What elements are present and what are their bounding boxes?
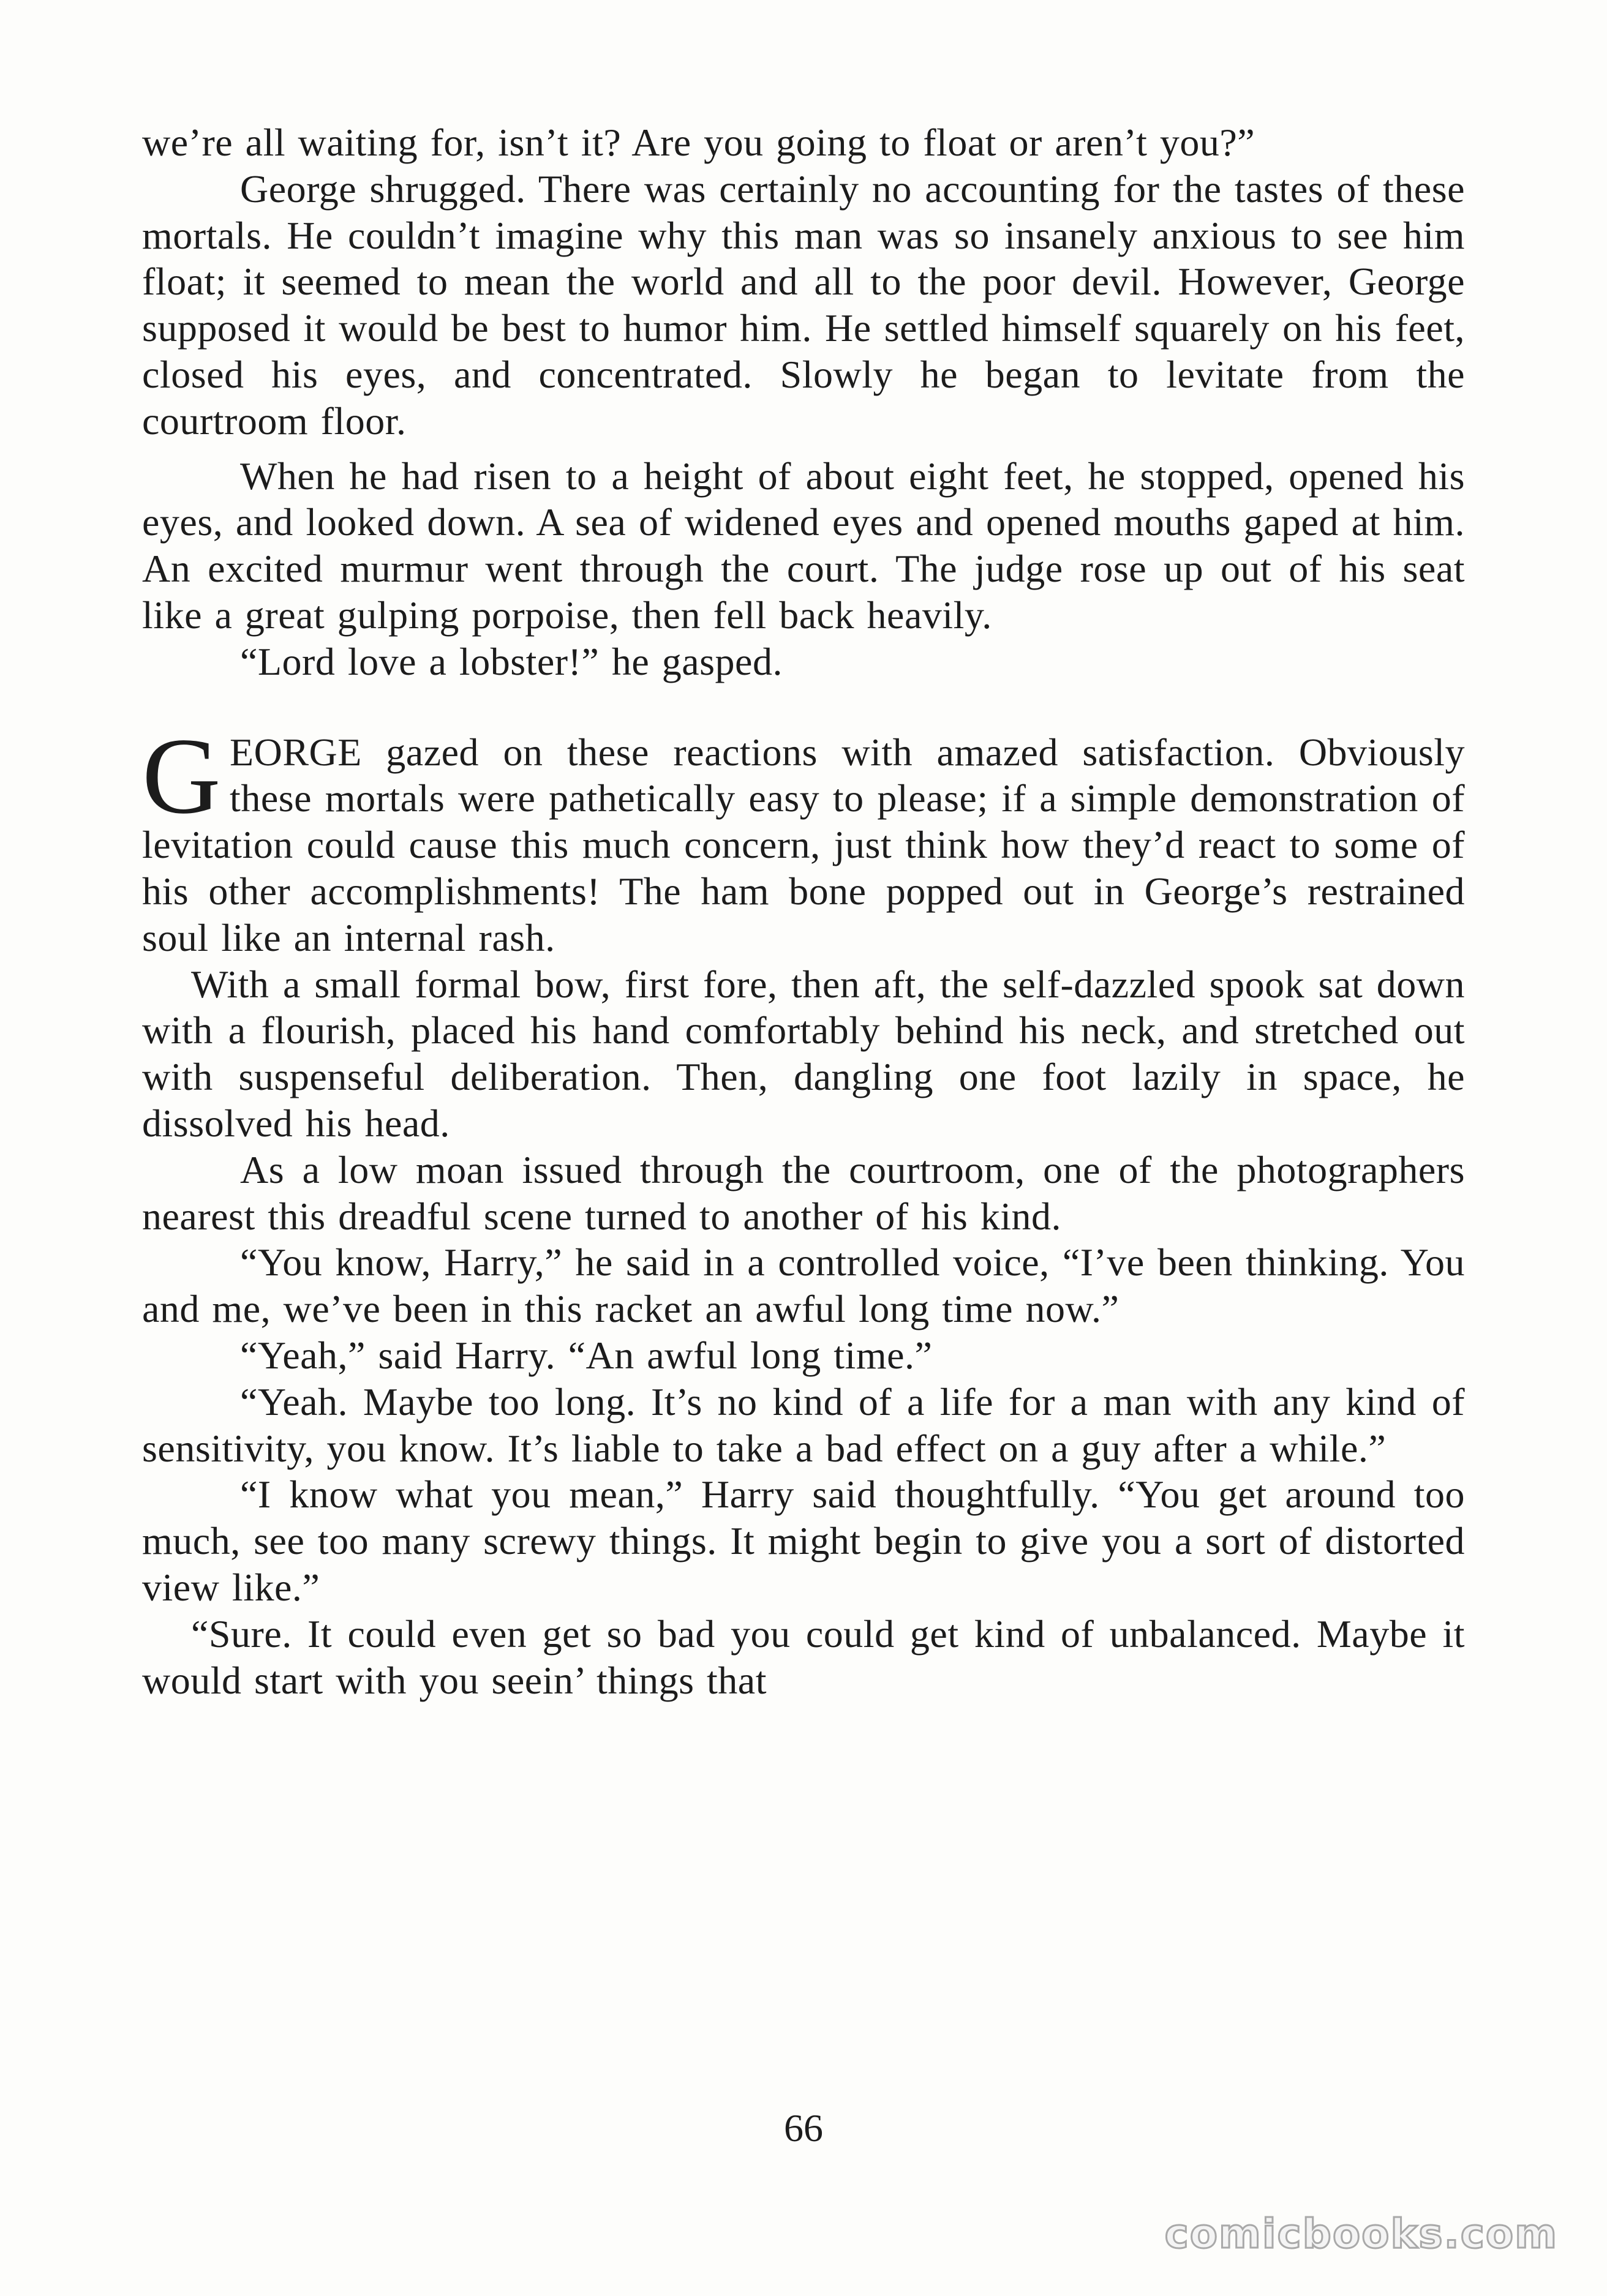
paragraph: “Yeah,” said Harry. “An awful long time.”	[240, 1333, 933, 1377]
paragraph: “Lord love a lobster!” he gasped.	[240, 639, 783, 683]
paragraph: When he had risen to a height of about eight feet, he stopped, opened his eyes, and looked down. A sea of widened eyes and opened mouths gaped at him. An excited murmur went through the court. The judge rose up out of his seat like a great gulping porpoise, then fell back heavily.	[142, 454, 1465, 637]
paragraph: “I know what you mean,” Harry said thoughtfully. “You get around too much, see too many screwy things. It might begin to give you a sort of distorted view like.”	[142, 1473, 1465, 1609]
watermark-logo: comicbooks.com	[1164, 2210, 1558, 2257]
paragraph: As a low moan issued through the courtroom, one of the photographers nearest this dreadful scene turned to another of his kind.	[142, 1147, 1465, 1238]
paragraph: “Yeah. Maybe too long. It’s no kind of a life for a man with any kind of sensitivity, you know. It’s liable to take a bad effect on a guy after a while.”	[142, 1379, 1465, 1470]
paragraph: With a small formal bow, first fore, then aft, the self-dazzled spook sat down with a flourish, placed his hand comfortably behind his neck, and stretched out with suspenseful deliberation. Then, dangling one foot lazily in space, he dissolved his head.	[142, 962, 1465, 1145]
paragraph-continued: we’re all waiting for, isn’t it? Are you going to float or aren’t you?”	[142, 121, 1255, 164]
paragraph: George shrugged. There was certainly no accounting for the tastes of these mortals. He couldn’t imagine why this man was so insanely anxious to see him float; it seemed to mean the world and all to the poor devil. However, George supposed it would be best to humor him. He settled himself squarely on his feet, closed his eyes, and concentrated. Slowly he began to levitate from the courtroom floor.	[142, 167, 1465, 443]
paragraph: “You know, Harry,” he said in a controlled voice, “I’ve been thinking. You and me, we’ve been in this racket an awful long time now.”	[142, 1240, 1465, 1331]
section-opening-text: EORGE gazed on these reactions with amazed satisfaction. Obviously these mortals were pathetically easy to please; if a simple demonstration of levitation could cause this much concern, just think how they’d react to some of his other accomplishments! The ham bone popped out in George’s restrained soul like an internal rash.	[142, 730, 1465, 959]
page-number: 66	[784, 2106, 823, 2150]
paragraph: “Sure. It could even get so bad you could get kind of unbalanced. Maybe it would start with you seein’ things that	[142, 1611, 1465, 1702]
book-page-text	[142, 119, 1465, 1703]
drop-cap: G	[142, 715, 222, 836]
section-opening-paragraph	[142, 715, 1465, 961]
